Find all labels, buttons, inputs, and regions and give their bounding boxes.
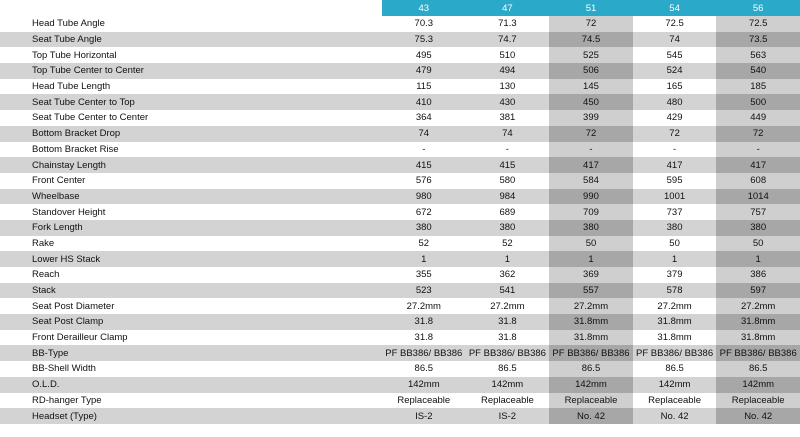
table-cell: 506	[549, 63, 633, 79]
table-cell: 415	[466, 157, 550, 173]
table-cell: PF BB386/ BB386	[549, 345, 633, 361]
table-cell: 584	[549, 173, 633, 189]
table-cell: 31.8	[466, 330, 550, 346]
table-cell: 380	[716, 220, 800, 236]
table-cell: 27.2mm	[466, 298, 550, 314]
row-label: O.L.D.	[0, 377, 382, 393]
table-cell: 430	[466, 94, 550, 110]
table-cell: 72.5	[633, 16, 717, 32]
row-label: Head Tube Length	[0, 79, 382, 95]
table-cell: -	[633, 142, 717, 158]
table-cell: 72	[633, 126, 717, 142]
table-cell: 449	[716, 110, 800, 126]
table-cell: 1	[633, 251, 717, 267]
table-cell: 86.5	[466, 361, 550, 377]
table-cell: 540	[716, 63, 800, 79]
table-row	[0, 314, 800, 330]
table-cell: 130	[466, 79, 550, 95]
table-cell: Replaceable	[549, 393, 633, 409]
table-cell: -	[466, 142, 550, 158]
table-cell: 362	[466, 267, 550, 283]
table-cell: 541	[466, 283, 550, 299]
table-cell: 72	[549, 126, 633, 142]
table-row	[0, 94, 800, 110]
table-cell: -	[382, 142, 466, 158]
table-cell: 31.8mm	[633, 330, 717, 346]
row-label: Seat Tube Center to Center	[0, 110, 382, 126]
table-cell: 27.2mm	[716, 298, 800, 314]
table-cell: 31.8mm	[716, 314, 800, 330]
table-cell: 115	[382, 79, 466, 95]
table-row	[0, 32, 800, 48]
table-cell: 369	[549, 267, 633, 283]
table-row	[0, 298, 800, 314]
table-cell: 386	[716, 267, 800, 283]
table-row	[0, 110, 800, 126]
table-cell: 578	[633, 283, 717, 299]
table-cell: 72.5	[716, 16, 800, 32]
table-row	[0, 220, 800, 236]
table-row	[0, 393, 800, 409]
table-cell: 510	[466, 47, 550, 63]
table-cell: 72	[716, 126, 800, 142]
table-cell: 50	[549, 236, 633, 252]
header-corner	[0, 0, 382, 16]
table-cell: 142mm	[549, 377, 633, 393]
table-cell: 399	[549, 110, 633, 126]
table-row	[0, 345, 800, 361]
table-cell: 75.3	[382, 32, 466, 48]
table-cell: -	[716, 142, 800, 158]
row-label: Seat Tube Angle	[0, 32, 382, 48]
table-cell: PF BB386/ BB386	[466, 345, 550, 361]
size-header: 56	[716, 0, 800, 16]
table-cell: 1	[466, 251, 550, 267]
row-label: Chainstay Length	[0, 157, 382, 173]
table-cell: 31.8mm	[549, 314, 633, 330]
table-row	[0, 79, 800, 95]
row-label: Fork Length	[0, 220, 382, 236]
size-header: 43	[382, 0, 466, 16]
table-cell: 525	[549, 47, 633, 63]
table-cell: -	[549, 142, 633, 158]
row-label: Bottom Bracket Rise	[0, 142, 382, 158]
table-cell: No. 42	[549, 408, 633, 424]
table-cell: 417	[633, 157, 717, 173]
table-row	[0, 267, 800, 283]
table-cell: PF BB386/ BB386	[716, 345, 800, 361]
row-label: Stack	[0, 283, 382, 299]
table-cell: 31.8mm	[633, 314, 717, 330]
table-cell: 364	[382, 110, 466, 126]
table-cell: 73.5	[716, 32, 800, 48]
table-cell: 142mm	[633, 377, 717, 393]
row-label: Seat Tube Center to Top	[0, 94, 382, 110]
row-label: Seat Post Clamp	[0, 314, 382, 330]
table-cell: 74.7	[466, 32, 550, 48]
table-cell: 142mm	[382, 377, 466, 393]
table-cell: 980	[382, 189, 466, 205]
table-row	[0, 236, 800, 252]
table-cell: 480	[633, 94, 717, 110]
table-cell: 380	[466, 220, 550, 236]
table-cell: 494	[466, 63, 550, 79]
row-label: Standover Height	[0, 204, 382, 220]
table-cell: PF BB386/ BB386	[633, 345, 717, 361]
table-cell: 27.2mm	[382, 298, 466, 314]
row-label: RD-hanger Type	[0, 393, 382, 409]
table-cell: 608	[716, 173, 800, 189]
table-cell: 381	[466, 110, 550, 126]
table-cell: 142mm	[466, 377, 550, 393]
table-cell: 689	[466, 204, 550, 220]
row-label: Seat Post Diameter	[0, 298, 382, 314]
row-label: Rake	[0, 236, 382, 252]
row-label: Reach	[0, 267, 382, 283]
table-row	[0, 173, 800, 189]
table-cell: IS-2	[466, 408, 550, 424]
table-cell: 31.8	[382, 314, 466, 330]
size-header: 47	[466, 0, 550, 16]
row-label: Lower HS Stack	[0, 251, 382, 267]
table-cell: 757	[716, 204, 800, 220]
table-cell: 185	[716, 79, 800, 95]
table-cell: 563	[716, 47, 800, 63]
table-cell: 597	[716, 283, 800, 299]
table-cell: 86.5	[549, 361, 633, 377]
table-cell: 1	[382, 251, 466, 267]
table-cell: 70.3	[382, 16, 466, 32]
row-label: Top Tube Center to Center	[0, 63, 382, 79]
table-cell: 74.5	[549, 32, 633, 48]
table-cell: 27.2mm	[633, 298, 717, 314]
table-row	[0, 408, 800, 424]
row-label: BB-Shell Width	[0, 361, 382, 377]
table-cell: 86.5	[382, 361, 466, 377]
table-cell: 74	[382, 126, 466, 142]
size-header: 51	[549, 0, 633, 16]
table-row	[0, 63, 800, 79]
table-cell: 709	[549, 204, 633, 220]
table-cell: 74	[466, 126, 550, 142]
table-cell: 545	[633, 47, 717, 63]
table-cell: 72	[549, 16, 633, 32]
table-cell: 27.2mm	[549, 298, 633, 314]
table-cell: 379	[633, 267, 717, 283]
table-row	[0, 189, 800, 205]
table-row	[0, 142, 800, 158]
table-cell: 990	[549, 189, 633, 205]
table-cell: 580	[466, 173, 550, 189]
table-row	[0, 330, 800, 346]
table-cell: 500	[716, 94, 800, 110]
table-cell: IS-2	[382, 408, 466, 424]
table-cell: 523	[382, 283, 466, 299]
table-cell: 576	[382, 173, 466, 189]
table-cell: 31.8	[382, 330, 466, 346]
row-label: Top Tube Horizontal	[0, 47, 382, 63]
table-row	[0, 361, 800, 377]
table-cell: Replaceable	[716, 393, 800, 409]
table-cell: 74	[633, 32, 717, 48]
table-row	[0, 377, 800, 393]
table-row	[0, 126, 800, 142]
table-cell: 737	[633, 204, 717, 220]
table-cell: 31.8mm	[716, 330, 800, 346]
table-cell: 165	[633, 79, 717, 95]
row-label: Headset (Type)	[0, 408, 382, 424]
table-cell: 50	[633, 236, 717, 252]
table-cell: 595	[633, 173, 717, 189]
table-cell: 1014	[716, 189, 800, 205]
row-label: BB-Type	[0, 345, 382, 361]
table-row	[0, 157, 800, 173]
table-cell: Replaceable	[382, 393, 466, 409]
table-row	[0, 283, 800, 299]
table-cell: 410	[382, 94, 466, 110]
size-header: 54	[633, 0, 717, 16]
table-cell: PF BB386/ BB386	[382, 345, 466, 361]
table-cell: 672	[382, 204, 466, 220]
table-cell: 380	[633, 220, 717, 236]
table-cell: 145	[549, 79, 633, 95]
table-cell: 479	[382, 63, 466, 79]
table-cell: 1	[716, 251, 800, 267]
table-cell: 429	[633, 110, 717, 126]
table-cell: 524	[633, 63, 717, 79]
table-cell: 450	[549, 94, 633, 110]
table-row	[0, 16, 800, 32]
row-label: Head Tube Angle	[0, 16, 382, 32]
table-cell: No. 42	[716, 408, 800, 424]
table-cell: 52	[382, 236, 466, 252]
table-cell: 86.5	[716, 361, 800, 377]
table-cell: 415	[382, 157, 466, 173]
table-cell: No. 42	[633, 408, 717, 424]
table-cell: 417	[549, 157, 633, 173]
table-cell: 1001	[633, 189, 717, 205]
row-label: Bottom Bracket Drop	[0, 126, 382, 142]
table-cell: 142mm	[716, 377, 800, 393]
table-cell: 984	[466, 189, 550, 205]
table-cell: 380	[382, 220, 466, 236]
table-cell: 52	[466, 236, 550, 252]
table-row	[0, 47, 800, 63]
table-cell: 50	[716, 236, 800, 252]
table-cell: 71.3	[466, 16, 550, 32]
table-cell: 355	[382, 267, 466, 283]
table-cell: 1	[549, 251, 633, 267]
row-label: Front Center	[0, 173, 382, 189]
table-cell: 31.8	[466, 314, 550, 330]
table-cell: 86.5	[633, 361, 717, 377]
table-cell: 31.8mm	[549, 330, 633, 346]
table-row	[0, 204, 800, 220]
size-header-row	[0, 0, 800, 16]
table-cell: Replaceable	[466, 393, 550, 409]
table-cell: Replaceable	[633, 393, 717, 409]
table-cell: 417	[716, 157, 800, 173]
row-label: Front Derailleur Clamp	[0, 330, 382, 346]
table-cell: 495	[382, 47, 466, 63]
row-label: Wheelbase	[0, 189, 382, 205]
table-cell: 380	[549, 220, 633, 236]
table-row	[0, 251, 800, 267]
table-cell: 557	[549, 283, 633, 299]
